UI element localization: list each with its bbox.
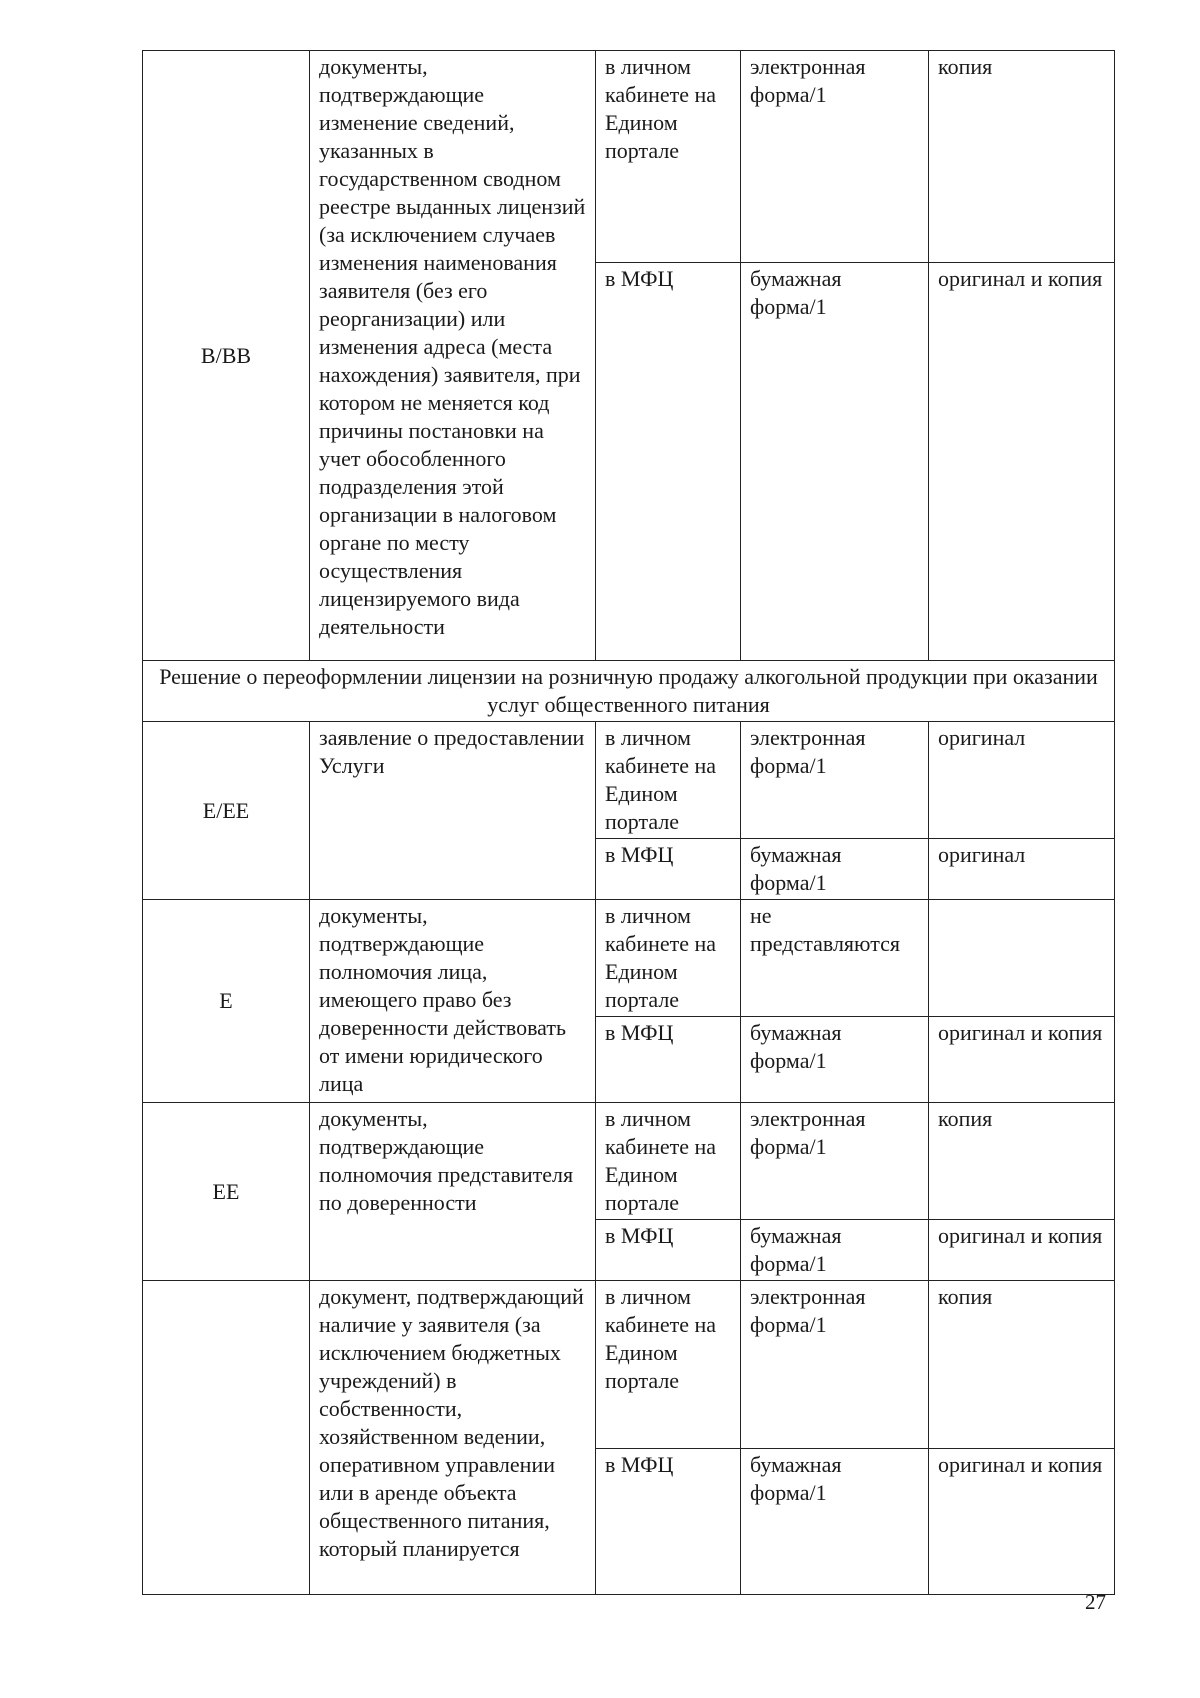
document-form: бумажная форма/1 (741, 1220, 929, 1281)
document-description: документы, подтверждающие изменение сведений, указанных в государственном сводном реестре выданных лицензий (за исключением случаев изменения наименования заявителя (без его реорганизации) или изменения адреса (места нахождения) заявителя, при котором не меняется код причины постановки на учет обособленного подразделения этой организации в налоговом органе по месту осуществления лицензируемого вида деятельности (310, 51, 596, 661)
document-type: оригинал (929, 722, 1115, 839)
submission-place: в МФЦ (596, 1220, 741, 1281)
document-type: оригинал (929, 839, 1115, 900)
document-form: не представляются (741, 900, 929, 1017)
document-type: копия (929, 1103, 1115, 1220)
documents-table (142, 50, 1115, 1595)
page-number: 27 (1085, 1590, 1106, 1614)
submission-place: в МФЦ (596, 839, 741, 900)
table-row (143, 1281, 1115, 1449)
document-type: копия (929, 1281, 1115, 1449)
document-type: оригинал и копия (929, 263, 1115, 661)
table-row (143, 1103, 1115, 1220)
submission-place: в личном кабинете на Едином портале (596, 51, 741, 263)
document-form: бумажная форма/1 (741, 1449, 929, 1595)
submission-place: в личном кабинете на Едином портале (596, 900, 741, 1017)
document-form: бумажная форма/1 (741, 839, 929, 900)
submission-place: в личном кабинете на Едином портале (596, 1281, 741, 1449)
table-row (143, 722, 1115, 839)
document-form: электронная форма/1 (741, 1281, 929, 1449)
document-form: электронная форма/1 (741, 51, 929, 263)
document-type (929, 900, 1115, 1017)
document-description: документы, подтверждающие полномочия представителя по доверенности (310, 1103, 596, 1281)
submission-place: в МФЦ (596, 1449, 741, 1595)
section-row (143, 661, 1115, 722)
document-description: документ, подтверждающий наличие у заявителя (за исключением бюджетных учреждений) в собственности, хозяйственном ведении, оперативном управлении или в аренде объекта общественного питания, который планируется (310, 1281, 596, 1595)
table-row (143, 51, 1115, 263)
applicant-code: Е (143, 900, 310, 1103)
applicant-code: В/ВВ (143, 51, 310, 661)
applicant-code: ЕЕ (143, 1103, 310, 1281)
document-form: бумажная форма/1 (741, 1017, 929, 1103)
document-type: оригинал и копия (929, 1449, 1115, 1595)
submission-place: в МФЦ (596, 263, 741, 661)
document-form: бумажная форма/1 (741, 263, 929, 661)
document-form: электронная форма/1 (741, 722, 929, 839)
submission-place: в МФЦ (596, 1017, 741, 1103)
section-title: Решение о переоформлении лицензии на розничную продажу алкогольной продукции при оказании услуг общественного питания (143, 661, 1115, 722)
table-row (143, 900, 1115, 1017)
document-description: заявление о предоставлении Услуги (310, 722, 596, 900)
submission-place: в личном кабинете на Едином портале (596, 1103, 741, 1220)
submission-place: в личном кабинете на Едином портале (596, 722, 741, 839)
applicant-code (143, 1281, 310, 1595)
document-description: документы, подтверждающие полномочия лица, имеющего право без доверенности действовать от имени юридического лица (310, 900, 596, 1103)
document-form: электронная форма/1 (741, 1103, 929, 1220)
document-type: копия (929, 51, 1115, 263)
document-type: оригинал и копия (929, 1220, 1115, 1281)
applicant-code: Е/ЕЕ (143, 722, 310, 900)
document-type: оригинал и копия (929, 1017, 1115, 1103)
